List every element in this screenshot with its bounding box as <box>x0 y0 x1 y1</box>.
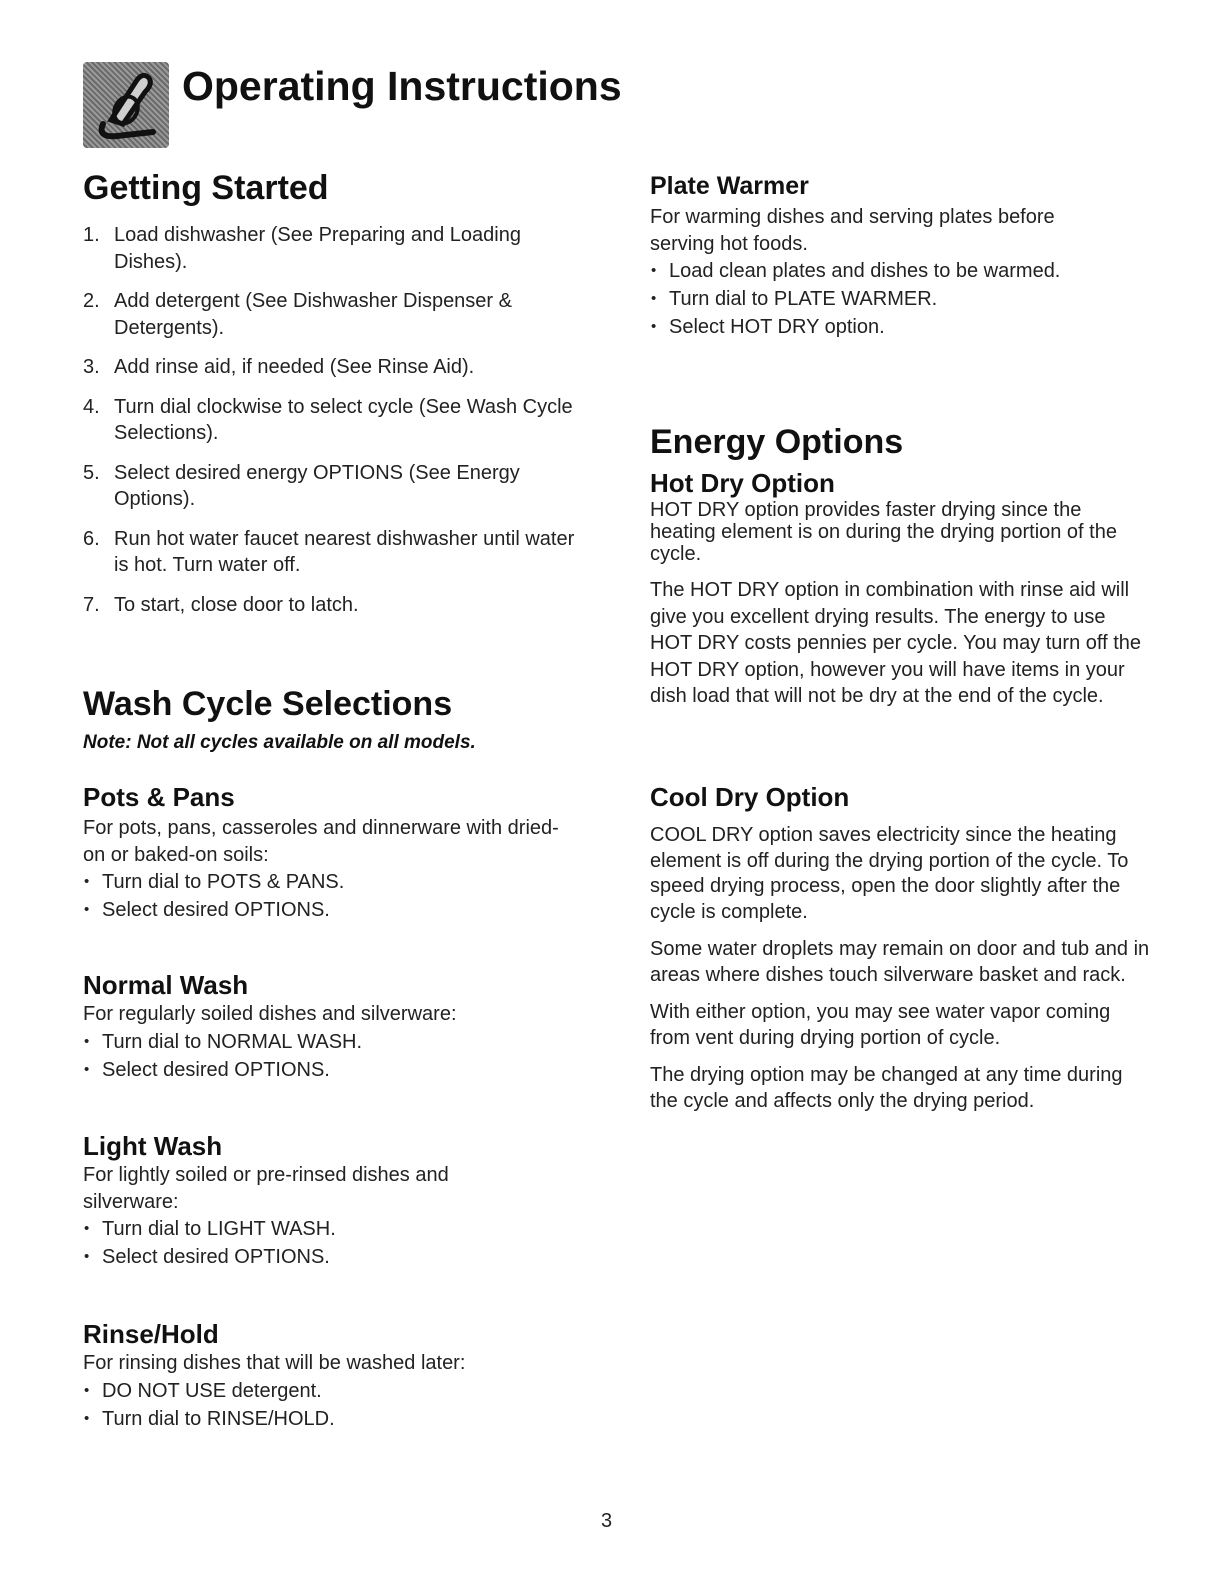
list-item: • Turn dial to RINSE/HOLD. <box>83 1405 563 1433</box>
normal-wash-bullets <box>83 1028 563 1084</box>
hot-dry-para-2: The HOT DRY option in combination with rinse aid will give you excellent drying results. The energy to use HOT DRY costs pennies per cycle. You may turn off the HOT DRY option, however you will have items in your dish load that will not be dry at the end of the cycle. <box>650 579 1142 707</box>
rinse-hold-heading: Rinse/Hold <box>83 1319 219 1349</box>
cool-dry-para-1: COOL DRY option saves electricity since the heating element is off during the drying portion of the cycle. To speed drying process, open the door slightly after the cycle is complete. <box>650 824 1129 923</box>
page-number: 3 <box>600 1510 613 1532</box>
plate-warmer-bullets <box>650 257 1120 341</box>
wash-cycle-note: Note: Not all cycles available on all models. <box>83 732 476 753</box>
list-item: • Turn dial to PLATE WARMER. <box>650 285 1120 313</box>
page-title: Operating Instructions <box>182 63 622 109</box>
plate-warmer-section <box>650 170 1120 341</box>
normal-wash-section <box>83 969 563 1084</box>
light-wash-desc: For lightly soiled or pre-rinsed dishes and silverware: <box>83 1164 449 1213</box>
list-item: 2. Add detergent (See Dishwasher Dispenser & Detergents). <box>83 290 512 339</box>
normal-wash-heading: Normal Wash <box>83 970 249 1000</box>
list-item: • Turn dial to LIGHT WASH. <box>83 1215 523 1243</box>
normal-wash-desc: For regularly soiled dishes and silverware: <box>83 1003 457 1025</box>
cool-dry-para-3: With either option, you may see water vapor coming from vent during drying portion of cycle. <box>650 1001 1111 1049</box>
list-item: 6. Run hot water faucet nearest dishwasher until water is hot. Turn water off. <box>83 527 575 576</box>
pots-pans-desc: For pots, pans, casseroles and dinnerware with dried-on or baked-on soils: <box>83 817 559 866</box>
list-item: 7. To start, close door to latch. <box>83 593 359 616</box>
list-item: • Select desired OPTIONS. <box>83 896 563 924</box>
list-item: • DO NOT USE detergent. <box>83 1377 563 1405</box>
getting-started-steps <box>83 222 583 631</box>
hot-dry-para-1: HOT DRY option provides faster drying since the heating element is on during the drying portion of the cycle. <box>650 499 1117 565</box>
rinse-hold-desc: For rinsing dishes that will be washed later: <box>83 1352 466 1374</box>
list-item: • Turn dial to NORMAL WASH. <box>83 1028 563 1056</box>
plate-warmer-heading: Plate Warmer <box>650 172 809 200</box>
rinse-hold-bullets <box>83 1377 563 1433</box>
energy-options-heading: Energy Options <box>650 423 904 461</box>
dishwasher-logo-icon <box>83 62 169 148</box>
hot-dry-section <box>650 467 1145 710</box>
cool-dry-para-4: The drying option may be changed at any time during the cycle and affects only the drying period. <box>650 1064 1123 1112</box>
list-item: • Select desired OPTIONS. <box>83 1243 523 1271</box>
pots-pans-heading: Pots & Pans <box>83 782 235 812</box>
list-item: • Select desired OPTIONS. <box>83 1056 563 1084</box>
light-wash-heading: Light Wash <box>83 1131 223 1161</box>
rinse-hold-section <box>83 1318 563 1433</box>
list-item: 1. Load dishwasher (See Preparing and Loading Dishes). <box>83 224 521 273</box>
list-item: • Load clean plates and dishes to be warmed. <box>650 257 1120 285</box>
list-item: 3. Add rinse aid, if needed (See Rinse Aid). <box>83 356 475 378</box>
wash-cycle-heading: Wash Cycle Selections <box>83 685 453 723</box>
pots-pans-bullets <box>83 868 563 924</box>
cool-dry-heading: Cool Dry Option <box>650 782 850 812</box>
list-item: • Select HOT DRY option. <box>650 313 1120 341</box>
light-wash-section <box>83 1130 523 1271</box>
list-item: • Turn dial to POTS & PANS. <box>83 868 563 896</box>
light-wash-bullets <box>83 1215 523 1271</box>
plate-warmer-desc: For warming dishes and serving plates before serving hot foods. <box>650 206 1055 255</box>
list-item: 5. Select desired energy OPTIONS (See Energy Options). <box>83 461 520 510</box>
cool-dry-para-2: Some water droplets may remain on door and tub and in areas where dishes touch silverware basket and rack. <box>650 938 1150 986</box>
cool-dry-section <box>650 781 1150 1126</box>
hot-dry-heading: Hot Dry Option <box>650 468 835 498</box>
getting-started-heading: Getting Started <box>83 169 329 207</box>
list-item: 4. Turn dial clockwise to select cycle (See Wash Cycle Selections). <box>83 395 573 444</box>
pots-pans-section <box>83 781 563 924</box>
